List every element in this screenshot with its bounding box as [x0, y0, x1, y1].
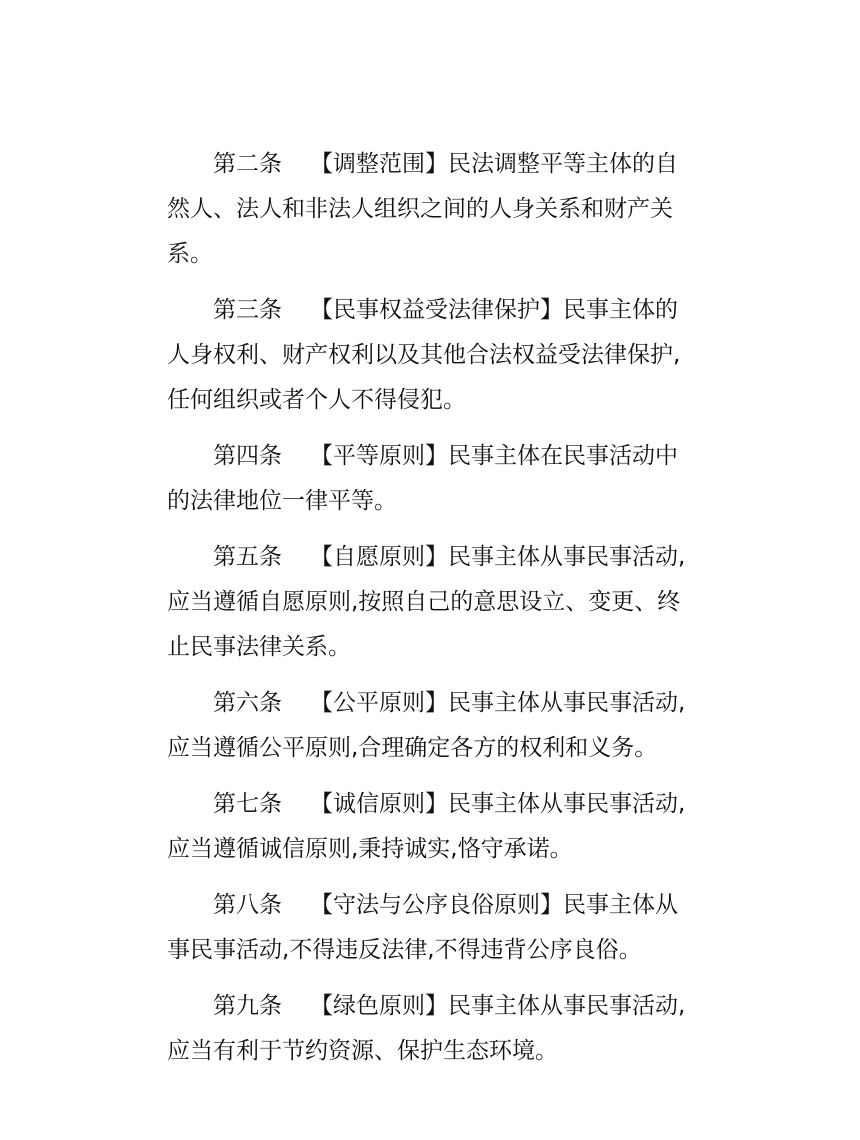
- article-6: [167, 681, 692, 771]
- article-topic: 【自愿原则】: [310, 544, 448, 570]
- article-topic: 【诚信原则】: [310, 791, 448, 817]
- article-text: 民事主体从事民事活动,应当有利于节约资源、保护生态环境。: [167, 993, 686, 1064]
- article-number: 第六条: [213, 690, 282, 716]
- article-text: 民事主体从事民事活动,应当遵循公平原则,合理确定各方的权利和义务。: [167, 690, 686, 761]
- article-number: 第七条: [213, 791, 282, 817]
- article-topic: 【平等原则】: [310, 443, 448, 469]
- article-3: [167, 288, 692, 423]
- article-text: 民事主体在民事活动中的法律地位一律平等。: [167, 443, 678, 514]
- document-body: [167, 142, 692, 1085]
- article-7: [167, 782, 692, 872]
- article-4: [167, 434, 692, 524]
- article-topic: 【守法与公序良俗原则】: [310, 892, 563, 918]
- article-number: 第九条: [213, 993, 282, 1019]
- article-text: 民事主体从事民事活动,应当遵循诚信原则,秉持诚实,恪守承诺。: [167, 791, 686, 862]
- article-5: [167, 535, 692, 670]
- article-number: 第八条: [213, 892, 282, 918]
- article-text: 民事主体的人身权利、财产权利以及其他合法权益受法律保护,任何组织或者个人不得侵犯。: [167, 297, 681, 413]
- article-text: 民法调整平等主体的自然人、法人和非法人组织之间的人身关系和财产关系。: [167, 151, 678, 267]
- article-number: 第三条: [213, 297, 282, 323]
- article-8: [167, 883, 692, 973]
- article-2: [167, 142, 692, 277]
- article-9: [167, 984, 692, 1074]
- article-text: 民事主体从事民事活动,应当遵循自愿原则,按照自己的意思设立、变更、终止民事法律关系。: [167, 544, 686, 660]
- article-topic: 【调整范围】: [310, 151, 448, 177]
- article-number: 第四条: [213, 443, 282, 469]
- article-topic: 【公平原则】: [310, 690, 448, 716]
- article-number: 第五条: [213, 544, 282, 570]
- article-topic: 【绿色原则】: [310, 993, 448, 1019]
- article-text: 民事主体从事民事活动,不得违反法律,不得违背公序良俗。: [167, 892, 678, 963]
- article-topic: 【民事权益受法律保护】: [310, 297, 563, 323]
- article-number: 第二条: [213, 151, 282, 177]
